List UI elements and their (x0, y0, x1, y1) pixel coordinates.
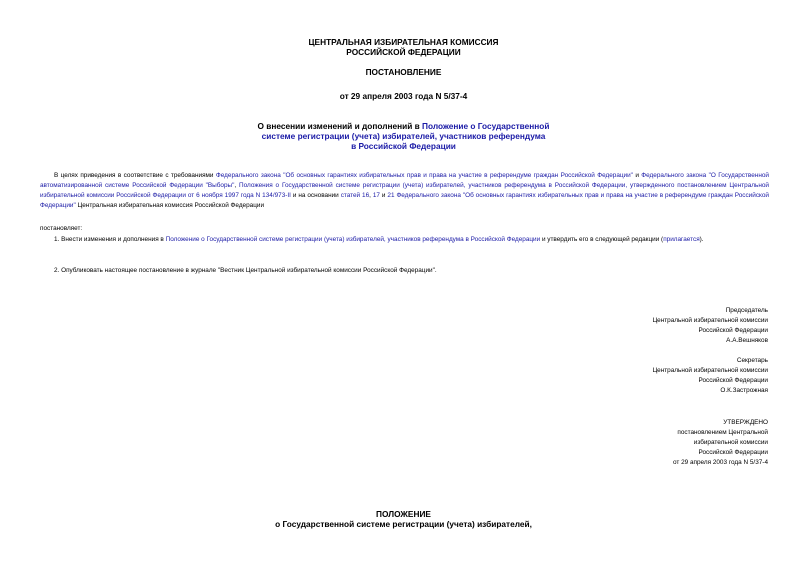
preamble-text: и (632, 172, 642, 179)
regulation-heading (0, 509, 807, 529)
signature-org: Российской Федерации (698, 327, 768, 334)
link-federal-law-gas-vybory[interactable]: Федерального закона "О Государственной автоматизированной системе Российской Федерации "Выборы" (40, 172, 769, 189)
signature-chairman (548, 306, 768, 346)
preamble-text: и (379, 192, 388, 199)
preamble-text: , (369, 192, 373, 199)
link-attached[interactable]: прилагается (663, 236, 700, 243)
preamble-text: и на основании (290, 192, 341, 199)
approval-heading: УТВЕРЖДЕНО (723, 419, 768, 426)
link-article-17[interactable]: 17 (372, 192, 380, 199)
document-type-label: ПОСТАНОВЛЕНИЕ (365, 67, 442, 77)
signature-name: О.К.Застрожная (720, 387, 768, 394)
issuer-line-1: ЦЕНТРАЛЬНАЯ ИЗБИРАТЕЛЬНАЯ КОМИССИЯ (308, 37, 499, 47)
resolution-item-1 (40, 235, 769, 245)
signature-org: Центральной избирательной комиссии (652, 317, 768, 324)
issuer-line-2: РОССИЙСКОЙ ФЕДЕРАЦИИ (346, 47, 461, 57)
signature-title: Председатель (725, 307, 768, 314)
issuer-block (0, 37, 807, 57)
signature-org: Российской Федерации (698, 377, 768, 384)
subject-prefix: О внесении изменений и дополнений в (257, 121, 423, 131)
document-date-number: от 29 апреля 2003 года N 5/37-4 (339, 91, 468, 101)
document-subject (0, 121, 807, 151)
regulation-subtitle: о Государственной системе регистрации (учета) избирателей, (275, 519, 532, 529)
approval-line: Российской Федерации (698, 449, 768, 456)
resolves-label-text: постановляет: (40, 225, 83, 232)
link-federal-law-guarantees[interactable]: Федерального закона "Об основных гарантиях избирательных прав и права на участие в референдуме граждан Российской Федерации" (215, 172, 633, 179)
subject-link-line-3[interactable]: в Российской Федерации (351, 141, 456, 151)
item-text: 1. Внести изменения и дополнения в (54, 236, 166, 243)
subject-link-line-2[interactable]: системе регистрации (учета) избирателей, участников референдума (261, 131, 546, 141)
preamble-paragraph (40, 171, 769, 211)
approval-line: избирательной комиссии (693, 439, 768, 446)
signature-title: Секретарь (736, 357, 768, 364)
document-date (0, 91, 807, 101)
item-text: 2. Опубликовать настоящее постановление в журнале "Вестник Центральной избирательной комиссии Российской Федерации". (54, 267, 437, 274)
subject-link-regulation[interactable]: Положение о Государственной (422, 121, 550, 131)
preamble-text: В целях приведения в соответствие с требованиями (54, 172, 216, 179)
item-text: ). (699, 236, 704, 243)
regulation-title: ПОЛОЖЕНИЕ (376, 509, 431, 519)
link-article-21[interactable]: 21 Федерального закона "Об основных гарантиях избирательных прав и права на участие в референдуме граждан Российской Федерации" (40, 192, 770, 209)
resolves-label (40, 224, 769, 234)
link-article-16[interactable]: статей 16 (340, 192, 370, 199)
item-text: и утвердить его в следующей редакции ( (540, 236, 664, 243)
approval-line: постановлением Центральной (677, 429, 768, 436)
link-regulation[interactable]: Положение о Государственной системе регистрации (учета) избирателей, участников референдума в Российской Федерации (165, 236, 541, 243)
document-type (0, 67, 807, 77)
signature-org: Центральной избирательной комиссии (652, 367, 768, 374)
signature-name: А.А.Вешняков (726, 337, 768, 344)
preamble-text: Центральная избирательная комиссия Российской Федерации (75, 202, 265, 209)
preamble-text: , (234, 182, 240, 189)
approval-date: от 29 апреля 2003 года N 5/37-4 (672, 459, 768, 466)
resolution-item-2 (40, 266, 769, 276)
signature-secretary (548, 356, 768, 396)
link-regulation-1997[interactable]: Положения о Государственной системе регистрации (учета) избирателей, участников референдума в Российской Федерации, утвержденного постановлением Центральной избирательной комиссии Российской Федерации от 6 ноября 1997 года N 134/973-II (40, 182, 769, 199)
approval-block (548, 418, 768, 468)
